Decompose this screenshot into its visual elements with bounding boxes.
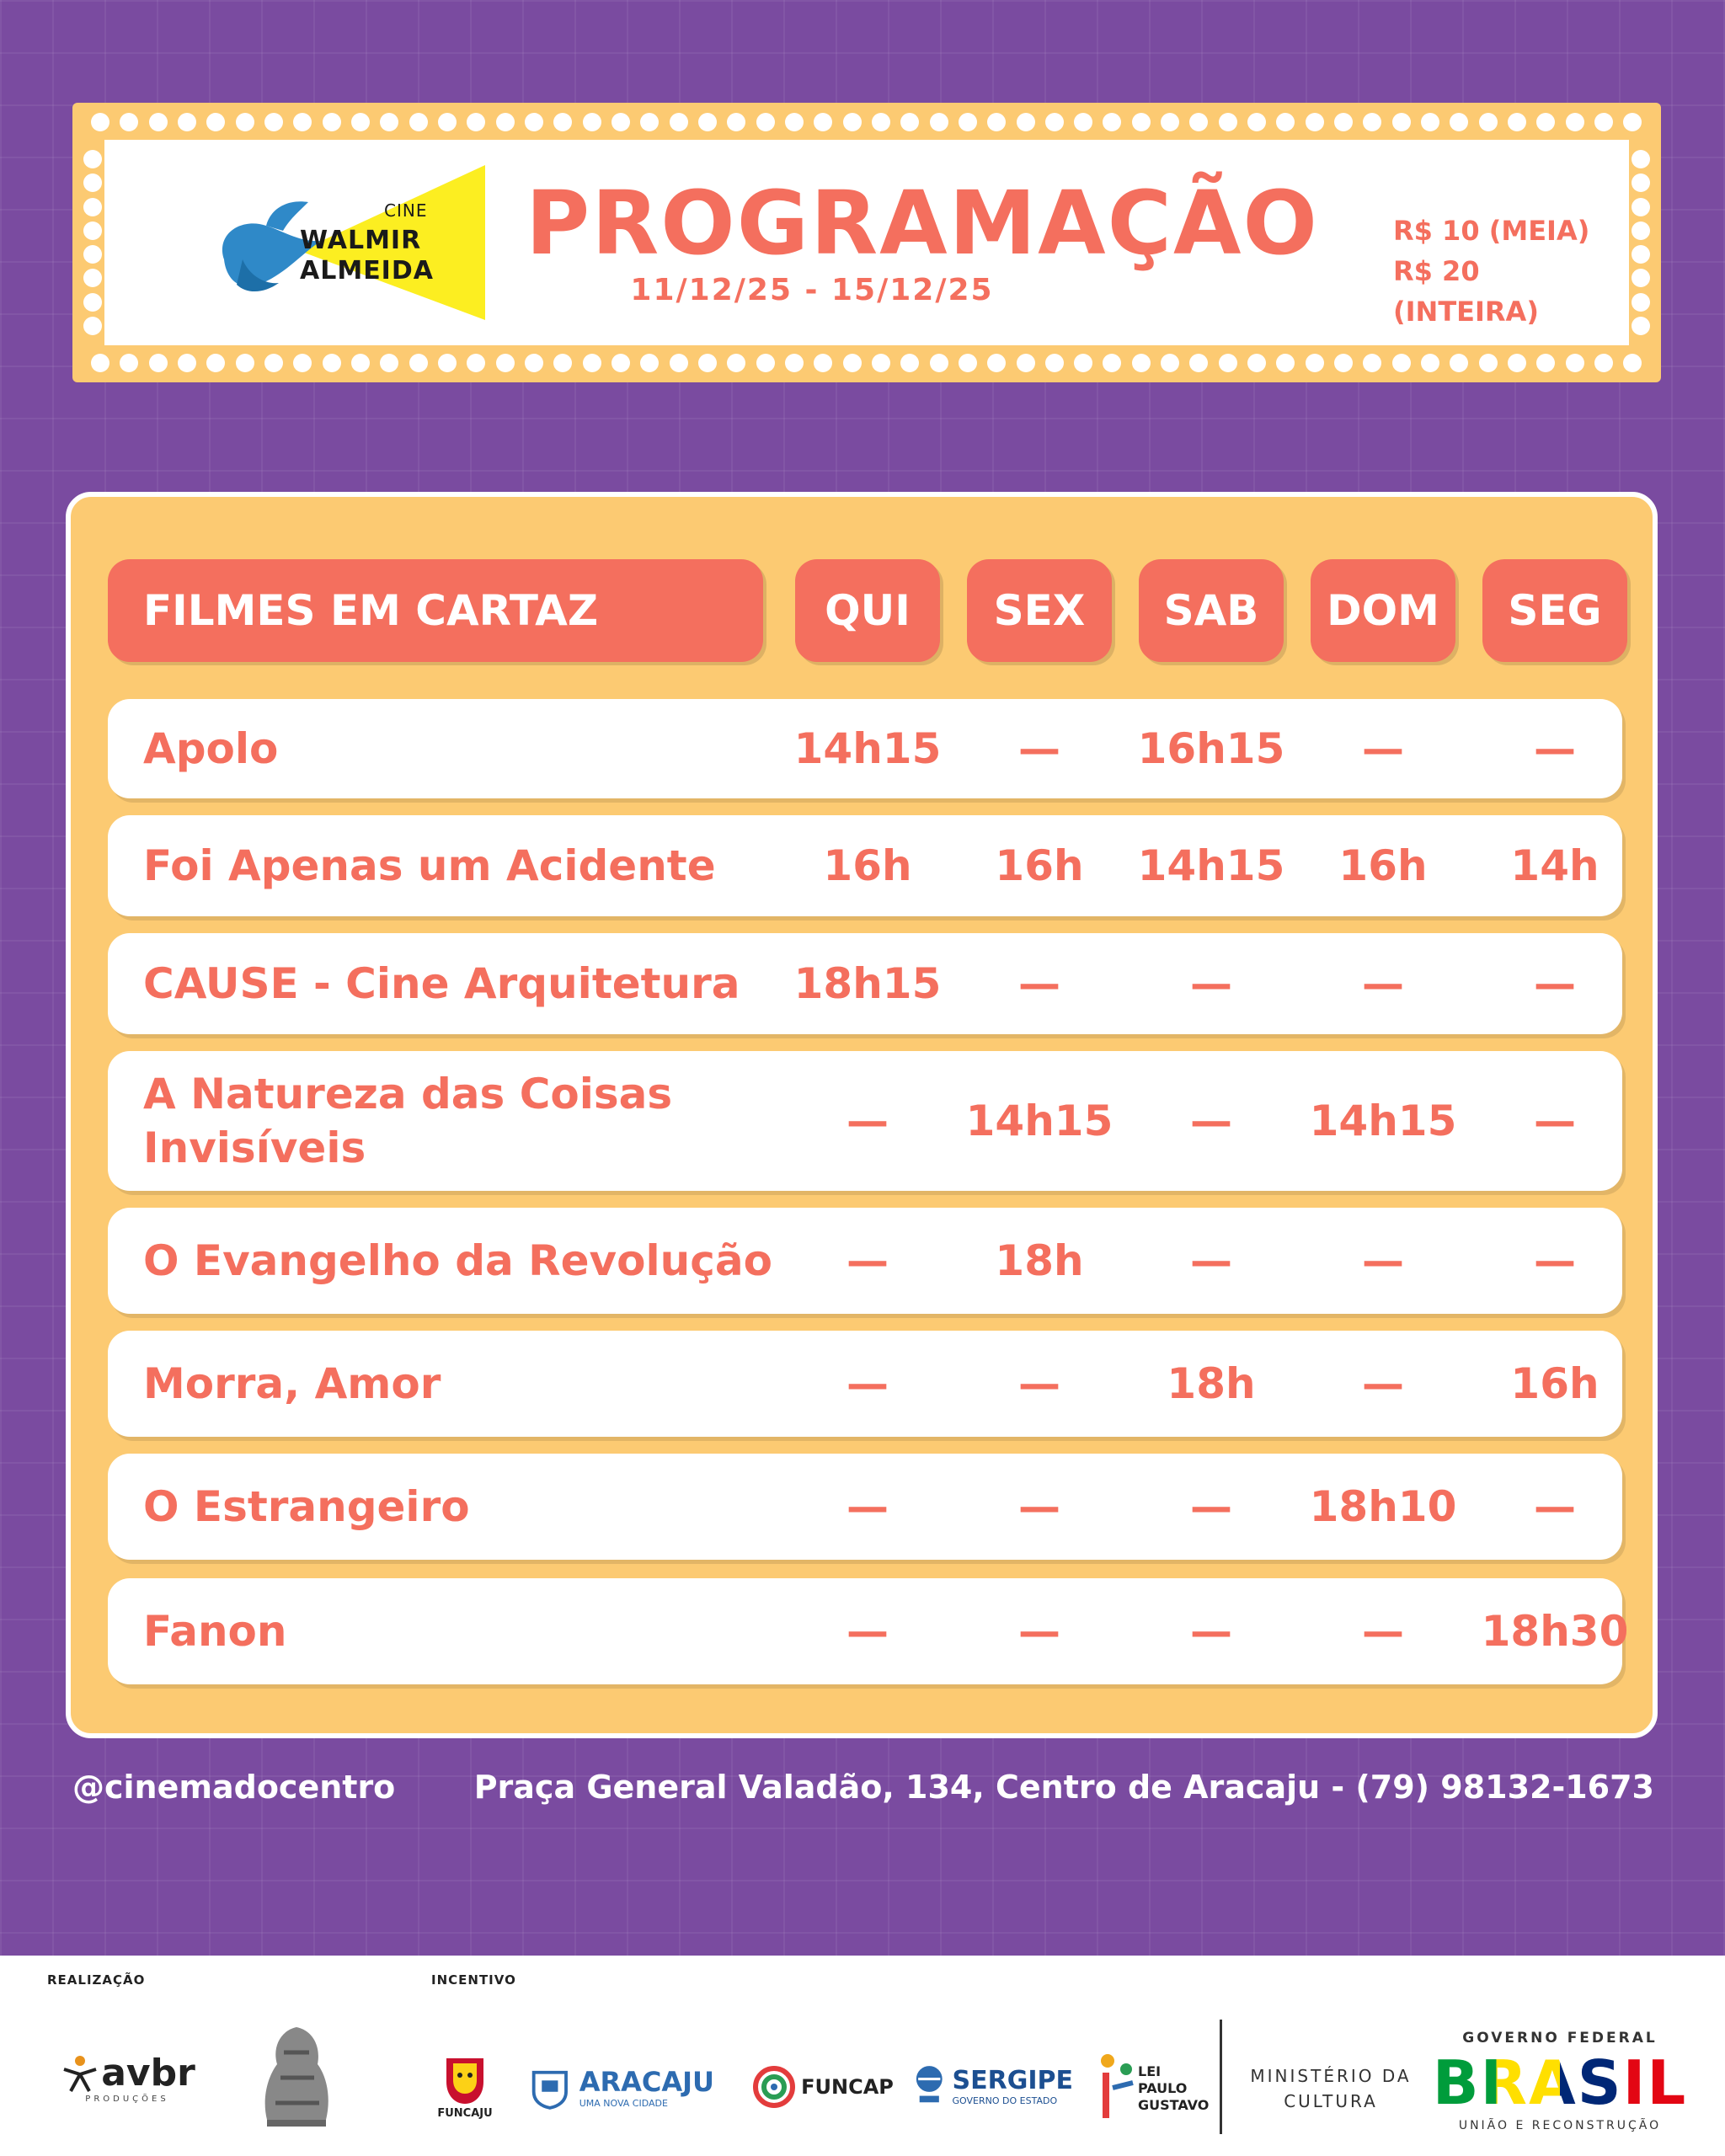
marquee-light-dot — [1306, 113, 1324, 131]
marquee-light-dot — [206, 354, 225, 372]
marquee-light-dot — [323, 354, 341, 372]
showtime-sex: — — [1018, 959, 1060, 1008]
marquee-light-dot — [843, 354, 862, 372]
marquee-light-dot — [959, 113, 977, 131]
logo-text-almeida: ALMEIDA — [300, 256, 434, 286]
marquee-light-dot — [293, 354, 312, 372]
marquee-light-dot — [1450, 113, 1468, 131]
header-banner — [72, 103, 1661, 382]
marquee-light-dot — [83, 293, 102, 312]
marquee-light-dot — [640, 113, 659, 131]
showtime-sab: — — [1190, 1607, 1232, 1656]
schedule-row — [108, 1331, 1622, 1437]
sponsor-strip — [0, 1956, 1725, 2156]
person-icon — [59, 2052, 101, 2095]
marquee-light-dot — [611, 113, 630, 131]
showtime-dom: — — [1362, 1359, 1404, 1408]
showtime-sex: 14h15 — [965, 1097, 1114, 1145]
marquee-light-dot — [1566, 354, 1584, 372]
marquee-light-dot — [756, 113, 775, 131]
date-range: 11/12/25 - 15/12/25 — [630, 273, 994, 307]
marquee-light-dot — [380, 113, 398, 131]
marquee-light-dot — [1632, 198, 1650, 216]
marquee-light-dot — [1132, 113, 1151, 131]
showtime-seg: 16h — [1510, 1359, 1599, 1408]
marquee-light-dot — [670, 354, 688, 372]
marquee-lights-right — [1632, 150, 1650, 335]
marquee-light-dot — [1594, 354, 1613, 372]
marquee-light-dot — [1276, 113, 1295, 131]
price-half: R$ 10 (MEIA) — [1393, 215, 1590, 247]
day-header-qui: QUI — [795, 559, 940, 662]
marquee-light-dot — [1247, 113, 1266, 131]
marquee-light-dot — [814, 113, 832, 131]
showtime-dom: — — [1362, 724, 1404, 773]
showtime-sex: — — [1018, 1607, 1060, 1656]
ticket-prices — [1393, 211, 1629, 332]
marquee-light-dot — [351, 113, 370, 131]
marquee-light-dot — [1421, 354, 1439, 372]
marquee-light-dot — [1632, 245, 1650, 264]
film-title: A Natureza das Coisas Invisíveis — [143, 1070, 673, 1172]
marquee-light-dot — [1103, 113, 1121, 131]
marquee-light-dot — [1161, 354, 1179, 372]
marquee-light-dot — [91, 354, 109, 372]
marquee-light-dot — [553, 354, 572, 372]
governo-federal-logo: GOVERNO FEDERAL BRASIL UNIÃO E RECONSTRUÇÃO — [1432, 2030, 1688, 2132]
marquee-light-dot — [698, 354, 717, 372]
marquee-light-dot — [785, 113, 804, 131]
schedule-row — [108, 699, 1622, 798]
marquee-light-dot — [1189, 113, 1208, 131]
showtime-seg: — — [1534, 724, 1576, 773]
marquee-light-dot — [930, 354, 948, 372]
showtime-seg: 18h30 — [1481, 1607, 1629, 1656]
marquee-light-dot — [553, 113, 572, 131]
day-header-dom: DOM — [1311, 559, 1455, 662]
marquee-light-dot — [670, 113, 688, 131]
marquee-light-dot — [409, 354, 428, 372]
marquee-light-dot — [1450, 354, 1468, 372]
marquee-light-dot — [900, 113, 919, 131]
lei-paulo-gustavo-logo: LEI PAULO GUSTAVO — [1092, 2038, 1201, 2139]
showtime-qui: 18h15 — [793, 959, 942, 1008]
marquee-light-dot — [438, 354, 457, 372]
marquee-lights-left — [83, 150, 102, 335]
day-header-sab: SAB — [1139, 559, 1284, 662]
marquee-light-dot — [83, 221, 102, 240]
marquee-light-dot — [1045, 354, 1064, 372]
schedule-row — [108, 1208, 1622, 1314]
showtime-sab: 16h15 — [1137, 724, 1285, 773]
day-header-sex: SEX — [967, 559, 1112, 662]
avbr-logo: avbr PRODUÇÕES — [47, 2040, 207, 2116]
marquee-light-dot — [120, 354, 138, 372]
showtime-qui: — — [846, 1607, 889, 1656]
showtime-sab: — — [1190, 959, 1232, 1008]
schedule-row — [108, 1051, 1622, 1191]
lei-paulo-gustavo-icon — [1096, 2051, 1138, 2127]
marquee-light-dot — [438, 113, 457, 131]
logo-text-walmir: WALMIR — [300, 226, 422, 255]
showtime-dom: 18h10 — [1309, 1482, 1457, 1531]
marquee-light-dot — [380, 354, 398, 372]
sponsor-divider — [1220, 2020, 1222, 2134]
marquee-light-dot — [1479, 354, 1498, 372]
marquee-light-dot — [872, 113, 890, 131]
marquee-light-dot — [698, 113, 717, 131]
showtime-dom: 16h — [1338, 841, 1428, 890]
film-title: O Estrangeiro — [143, 1482, 470, 1531]
marquee-light-dot — [1074, 354, 1092, 372]
marquee-light-dot — [1132, 354, 1151, 372]
showtime-sex: — — [1018, 1482, 1060, 1531]
marquee-light-dot — [640, 354, 659, 372]
marquee-light-dot — [1479, 113, 1498, 131]
showtime-sab: 18h — [1167, 1359, 1256, 1408]
films-header: FILMES EM CARTAZ — [108, 559, 763, 662]
marquee-light-dot — [872, 354, 890, 372]
sculpture-logo — [246, 2015, 347, 2141]
marquee-light-dot — [987, 113, 1006, 131]
marquee-light-dot — [496, 354, 515, 372]
marquee-light-dot — [1334, 113, 1353, 131]
showtime-sex: 18h — [995, 1236, 1084, 1285]
marquee-light-dot — [611, 354, 630, 372]
schedule-row — [108, 1454, 1622, 1560]
marquee-light-dot — [83, 150, 102, 168]
marquee-light-dot — [496, 113, 515, 131]
showtime-qui: 16h — [823, 841, 912, 890]
marquee-light-dot — [264, 354, 283, 372]
marquee-light-dot — [1392, 354, 1411, 372]
marquee-light-dot — [120, 113, 138, 131]
film-title: Fanon — [143, 1607, 287, 1656]
showtime-sab: — — [1190, 1482, 1232, 1531]
schedule-row — [108, 933, 1622, 1034]
schedule-row — [108, 815, 1622, 916]
marquee-light-dot — [409, 113, 428, 131]
showtime-dom: — — [1362, 1607, 1404, 1656]
marquee-light-dot — [206, 113, 225, 131]
film-title: Foi Apenas um Acidente — [143, 841, 716, 890]
marquee-light-dot — [1632, 221, 1650, 240]
marquee-light-dot — [930, 113, 948, 131]
marquee-light-dot — [293, 113, 312, 131]
marquee-light-dot — [351, 354, 370, 372]
marquee-light-dot — [1632, 269, 1650, 287]
marquee-light-dot — [83, 269, 102, 287]
ministerio-cultura-logo: MINISTÉRIO DA CULTURA — [1250, 2066, 1412, 2111]
social-handle: @cinemadocentro — [72, 1769, 396, 1806]
incentivo-label: INCENTIVO — [431, 1972, 516, 1988]
marquee-light-dot — [1623, 354, 1642, 372]
marquee-light-dot — [1632, 173, 1650, 192]
marquee-light-dot — [583, 113, 601, 131]
marquee-light-dot — [83, 173, 102, 192]
marquee-lights-top — [91, 113, 1642, 131]
marquee-light-dot — [83, 245, 102, 264]
marquee-light-dot — [1421, 113, 1439, 131]
price-full: R$ 20 (INTEIRA) — [1393, 255, 1539, 328]
showtime-sab: — — [1190, 1236, 1232, 1285]
marquee-light-dot — [1306, 354, 1324, 372]
marquee-light-dot — [583, 354, 601, 372]
marquee-light-dot — [1045, 113, 1064, 131]
showtime-dom: — — [1362, 1236, 1404, 1285]
showtime-qui: — — [846, 1236, 889, 1285]
schedule-card — [66, 492, 1658, 1738]
showtime-sab: 14h15 — [1137, 841, 1285, 890]
state-crest-icon — [913, 2057, 946, 2116]
marquee-light-dot — [1623, 113, 1642, 131]
marquee-light-dot — [1508, 354, 1526, 372]
cinema-logo — [174, 158, 494, 327]
marquee-light-dot — [1161, 113, 1179, 131]
marquee-light-dot — [959, 354, 977, 372]
showtime-qui: 14h15 — [793, 724, 942, 773]
marquee-light-dot — [1566, 113, 1584, 131]
marquee-light-dot — [525, 354, 543, 372]
header-panel — [104, 140, 1629, 345]
marquee-light-dot — [467, 113, 485, 131]
aracaju-logo: ARACAJU UMA NOVA CIDADE — [527, 2053, 714, 2121]
marquee-light-dot — [1632, 150, 1650, 168]
schedule-row — [108, 1578, 1629, 1684]
marquee-light-dot — [1536, 354, 1555, 372]
showtime-seg: — — [1534, 1236, 1576, 1285]
marquee-light-dot — [1392, 113, 1411, 131]
marquee-light-dot — [756, 354, 775, 372]
page-title: PROGRAMAÇÃO — [526, 172, 1319, 275]
marquee-light-dot — [727, 354, 745, 372]
showtime-seg: — — [1534, 1482, 1576, 1531]
marquee-light-dot — [814, 354, 832, 372]
theater-mask-icon — [441, 2053, 489, 2107]
showtime-sex: — — [1018, 724, 1060, 773]
showtime-qui: — — [846, 1482, 889, 1531]
marquee-light-dot — [1074, 113, 1092, 131]
marquee-light-dot — [1247, 354, 1266, 372]
marquee-light-dot — [1276, 354, 1295, 372]
marquee-light-dot — [1363, 354, 1381, 372]
showtime-sab: — — [1190, 1097, 1232, 1145]
showtime-qui: — — [846, 1359, 889, 1408]
showtime-sex: — — [1018, 1359, 1060, 1408]
film-title: Morra, Amor — [143, 1359, 441, 1408]
funcap-emblem-icon — [752, 2065, 796, 2109]
showtime-seg: 14h — [1510, 841, 1599, 890]
brasil-wordmark: BRASIL — [1432, 2047, 1688, 2118]
showtime-dom: — — [1362, 959, 1404, 1008]
marquee-light-dot — [467, 354, 485, 372]
marquee-light-dot — [1632, 293, 1650, 312]
sergipe-logo: SERGIPE GOVERNO DO ESTADO — [913, 2050, 1073, 2122]
showtime-sex: 16h — [995, 841, 1084, 890]
marquee-light-dot — [83, 317, 102, 335]
marquee-light-dot — [1536, 113, 1555, 131]
marquee-light-dot — [1103, 354, 1121, 372]
marquee-light-dot — [236, 113, 254, 131]
showtime-seg: — — [1534, 959, 1576, 1008]
city-crest-icon — [527, 2063, 573, 2111]
marquee-light-dot — [1632, 317, 1650, 335]
marquee-light-dot — [1363, 113, 1381, 131]
marquee-light-dot — [178, 113, 196, 131]
marquee-lights-bottom — [91, 354, 1642, 372]
marquee-light-dot — [843, 113, 862, 131]
film-title: CAUSE - Cine Arquitetura — [143, 959, 740, 1008]
marquee-light-dot — [525, 113, 543, 131]
marquee-light-dot — [149, 354, 168, 372]
film-title: Apolo — [143, 724, 279, 773]
marquee-light-dot — [1594, 113, 1613, 131]
realizacao-label: REALIZAÇÃO — [47, 1972, 146, 1988]
funcap-logo: FUNCAP — [745, 2055, 901, 2119]
address: Praça General Valadão, 134, Centro de Aracaju - (79) 98132-1673 — [473, 1769, 1654, 1806]
sculpture-icon — [250, 2019, 343, 2137]
marquee-light-dot — [1219, 113, 1237, 131]
marquee-light-dot — [178, 354, 196, 372]
marquee-light-dot — [727, 113, 745, 131]
marquee-light-dot — [785, 354, 804, 372]
marquee-light-dot — [323, 113, 341, 131]
marquee-light-dot — [1219, 354, 1237, 372]
funcaju-logo: FUNCAJU — [431, 2040, 499, 2132]
marquee-light-dot — [1189, 354, 1208, 372]
marquee-light-dot — [1508, 113, 1526, 131]
day-header-seg: SEG — [1482, 559, 1627, 662]
showtime-dom: 14h15 — [1309, 1097, 1457, 1145]
marquee-light-dot — [264, 113, 283, 131]
marquee-light-dot — [900, 354, 919, 372]
marquee-light-dot — [83, 198, 102, 216]
showtime-qui: — — [846, 1097, 889, 1145]
marquee-light-dot — [987, 354, 1006, 372]
showtime-seg: — — [1534, 1097, 1576, 1145]
marquee-light-dot — [91, 113, 109, 131]
marquee-light-dot — [1017, 354, 1035, 372]
marquee-light-dot — [149, 113, 168, 131]
marquee-light-dot — [236, 354, 254, 372]
marquee-light-dot — [1017, 113, 1035, 131]
film-title: O Evangelho da Revolução — [143, 1236, 772, 1285]
logo-text-cine: CINE — [384, 200, 428, 221]
marquee-light-dot — [1334, 354, 1353, 372]
